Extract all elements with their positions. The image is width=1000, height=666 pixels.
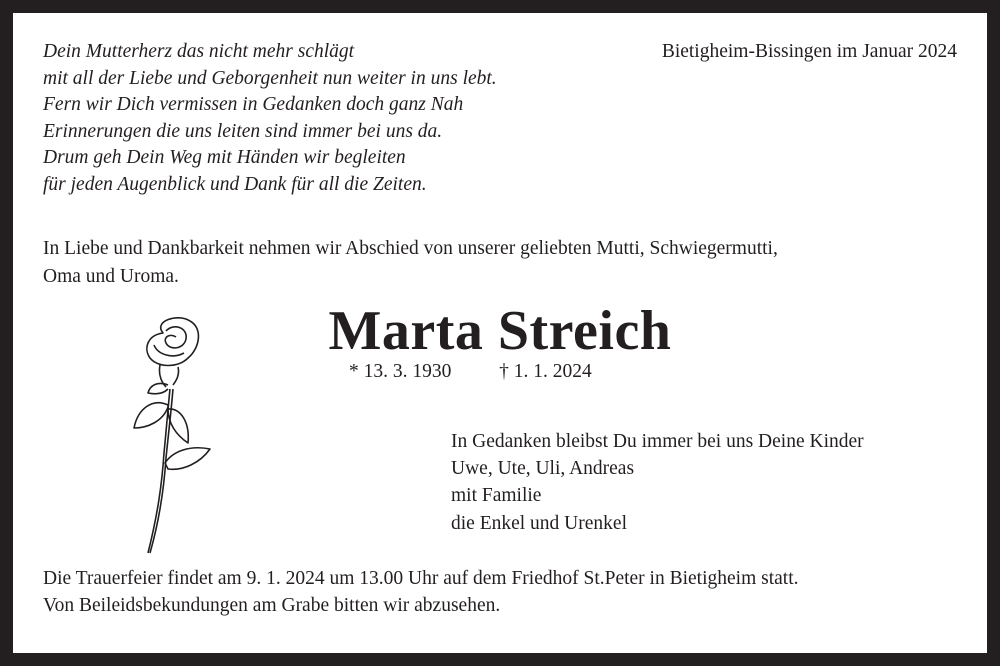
- mourners-line: mit Familie: [451, 485, 542, 507]
- mourners-line: die Enkel und Urenkel: [451, 512, 627, 534]
- mourners-line: In Gedanken bleibst Du immer bei uns Deine Kinder: [451, 431, 864, 452]
- intro-line: In Liebe und Dankbarkeit nehmen wir Abschied von unserer geliebten Mutti, Schwiegermutti,: [43, 238, 778, 259]
- place-date: Bietigheim-Bissingen im Januar 2024: [661, 41, 957, 62]
- obituary-notice: [13, 13, 987, 653]
- poem-line: für jeden Augenblick und Dank für all die Zeiten.: [43, 173, 427, 195]
- funeral-line: Von Beileidsbekundungen am Grabe bitten wir abzusehen.: [43, 595, 501, 616]
- poem-line: Drum geh Dein Weg mit Händen wir begleiten: [43, 147, 406, 168]
- life-dates: [349, 359, 592, 386]
- funeral-info: [43, 565, 799, 619]
- intro-text: [43, 235, 778, 291]
- mourners-line: Uwe, Ute, Uli, Andreas: [451, 458, 635, 480]
- birth-date: * 13. 3. 1930: [349, 361, 452, 382]
- funeral-line: Die Trauerfeier findet am 9. 1. 2024 um 13.00 Uhr auf dem Friedhof St.Peter in Bietigheim statt.: [43, 568, 799, 589]
- mourners: [451, 428, 864, 537]
- poem: [43, 39, 497, 198]
- deceased-name: Marta Streich: [328, 300, 672, 362]
- poem-line: Erinnerungen die uns leiten sind immer bei uns da.: [43, 120, 443, 142]
- intro-line: Oma und Uroma.: [43, 266, 179, 287]
- poem-line: mit all der Liebe und Geborgenheit nun weiter in uns lebt.: [43, 67, 497, 89]
- poem-line: Dein Mutterherz das nicht mehr schlägt: [43, 41, 355, 62]
- poem-line: Fern wir Dich vermissen in Gedanken doch ganz Nah: [43, 94, 464, 115]
- death-date: † 1. 1. 2024: [499, 361, 592, 382]
